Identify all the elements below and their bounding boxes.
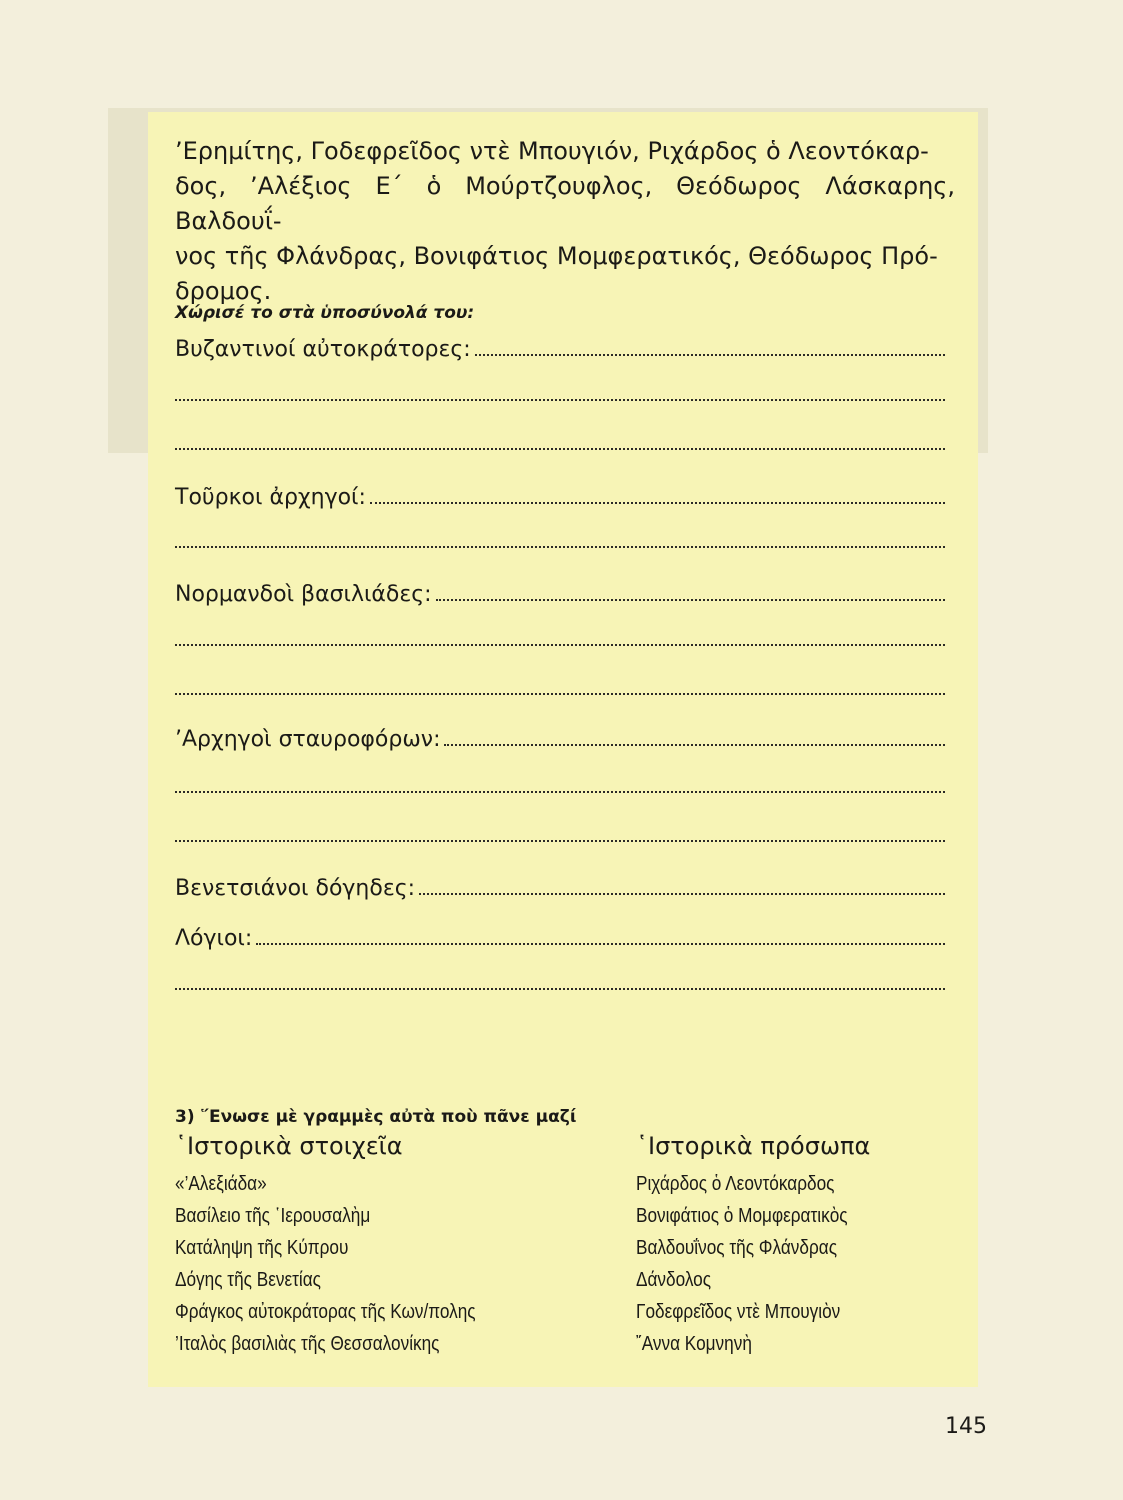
- page-number: 145: [945, 1414, 987, 1439]
- field-label: Τοῦρκοι ἀρχηγοί:: [175, 485, 366, 510]
- answer-dotted-line[interactable]: [175, 546, 945, 548]
- divide-instruction-heading: Χώρισέ το στὰ ὑποσύνολά του:: [175, 303, 475, 323]
- field-label: Βενετσιάνοι δόγηδες:: [175, 876, 416, 901]
- historical-facts-list: [175, 1168, 476, 1360]
- answer-dotted-line[interactable]: [175, 840, 945, 842]
- list-item[interactable]: «’Αλεξιάδα»: [175, 1173, 267, 1195]
- list-item[interactable]: Γοδεφρεῖδος ντὲ Μπουγιὸν: [636, 1301, 841, 1323]
- answer-dotted-line[interactable]: [175, 693, 945, 695]
- historical-facts-title: ῾Ιστορικὰ στοιχεῖα: [175, 1132, 403, 1160]
- list-item[interactable]: Ριχάρδος ὁ Λεοντόκαρδος: [636, 1173, 835, 1195]
- answer-dotted-line[interactable]: [370, 502, 945, 504]
- intro-line: δρομος.: [175, 277, 272, 305]
- intro-line: ’Ερημίτης, Γοδεφρεῖδος ντὲ Μπουγιόν, Ριχάρδος ὁ Λεοντόκαρ-: [175, 137, 929, 165]
- venetian-doges-field[interactable]: [175, 871, 945, 901]
- list-item[interactable]: Βονιφάτιος ὁ Μομφερατικὸς: [636, 1205, 848, 1227]
- answer-dotted-line[interactable]: [436, 599, 945, 601]
- answer-dotted-line[interactable]: [175, 448, 945, 450]
- answer-dotted-line[interactable]: [475, 354, 945, 356]
- field-label: Βυζαντινοί αὐτοκράτορες:: [175, 337, 471, 362]
- field-label: Λόγιοι:: [175, 926, 253, 951]
- historical-persons-list: [636, 1168, 848, 1360]
- answer-dotted-line[interactable]: [175, 791, 945, 793]
- field-label: ’Αρχηγοὶ σταυροφόρων:: [175, 727, 441, 752]
- answer-dotted-line[interactable]: [175, 399, 945, 401]
- list-item[interactable]: Βαλδουΐνος τῆς Φλάνδρας: [636, 1237, 837, 1259]
- list-item[interactable]: Κατάληψη τῆς Κύπρου: [175, 1237, 349, 1259]
- crusader-leaders-field[interactable]: [175, 722, 945, 752]
- answer-dotted-line[interactable]: [444, 744, 945, 746]
- list-item[interactable]: ῎Αννα Κομνηνὴ: [636, 1333, 752, 1355]
- answer-dotted-line[interactable]: [175, 988, 945, 990]
- norman-kings-field[interactable]: [175, 577, 945, 607]
- scholars-field[interactable]: [175, 921, 945, 951]
- answer-dotted-line[interactable]: [256, 943, 945, 945]
- list-item[interactable]: Δάνδολος: [636, 1269, 712, 1291]
- byzantine-emperors-field[interactable]: [175, 332, 945, 362]
- name-list-paragraph: [175, 134, 955, 309]
- connect-instruction-heading: 3) ῞Ενωσε μὲ γραμμὲς αὐτὰ ποὺ πᾶνε μαζί: [175, 1107, 577, 1127]
- turkish-leaders-field[interactable]: [175, 480, 945, 510]
- intro-line: νος τῆς Φλάνδρας, Βονιφάτιος Μομφερατικός, Θεόδωρος Πρό-: [175, 242, 938, 270]
- answer-dotted-line[interactable]: [419, 893, 945, 895]
- answer-dotted-line[interactable]: [175, 644, 945, 646]
- list-item[interactable]: Δόγης τῆς Βενετίας: [175, 1269, 321, 1291]
- intro-line: δος, ’Αλέξιος Ε΄ ὁ Μούρτζουφλος, Θεόδωρος Λάσκαρης, Βαλδουΐ-: [175, 172, 955, 235]
- list-item[interactable]: Φράγκος αὐτοκράτορας τῆς Κων/πολης: [175, 1301, 476, 1323]
- historical-persons-title: ῾Ιστορικὰ πρόσωπα: [636, 1132, 871, 1160]
- list-item[interactable]: Βασίλειο τῆς ῾Ιερουσαλὴμ: [175, 1205, 371, 1227]
- field-label: Νορμανδοὶ βασιλιάδες:: [175, 582, 432, 607]
- list-item[interactable]: ’Ιταλὸς βασιλιὰς τῆς Θεσσαλονίκης: [175, 1333, 440, 1355]
